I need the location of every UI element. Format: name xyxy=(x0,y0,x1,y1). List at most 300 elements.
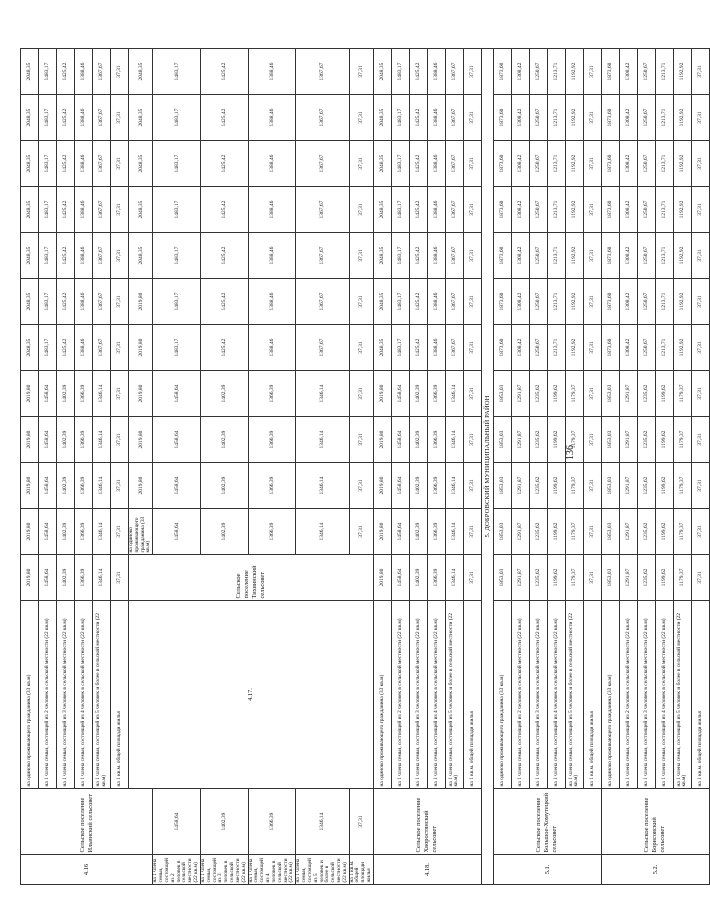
value-cell: 1458,64 xyxy=(391,371,409,417)
value-cell: 37,31 xyxy=(463,279,481,325)
row-label: на 1 члена семьи, состоящей из 5 человек и более в сельской местности (22 кв.м) xyxy=(296,855,349,885)
value-cell: 1366,39 xyxy=(427,371,445,417)
value-cell: 1179,37 xyxy=(673,463,691,509)
value-cell: 1346,14 xyxy=(445,371,463,417)
value-cell: 1192,92 xyxy=(673,325,691,371)
value-cell: 1425,42 xyxy=(200,141,248,187)
value-cell: 1192,92 xyxy=(673,187,691,233)
table-row xyxy=(129,49,153,885)
table-row xyxy=(39,49,57,885)
table-row xyxy=(57,49,75,885)
value-cell: 1179,37 xyxy=(565,417,583,463)
value-cell: 1367,67 xyxy=(445,325,463,371)
value-cell: 37,31 xyxy=(463,325,481,371)
value-cell: 1291,87 xyxy=(619,463,637,509)
value-cell: 37,31 xyxy=(111,95,129,141)
value-cell: 1291,87 xyxy=(619,371,637,417)
row-label: на одиноко проживающего гражданина (33 кв.м) xyxy=(129,509,153,555)
value-cell: 37,31 xyxy=(691,325,709,371)
value-cell: 37,31 xyxy=(691,371,709,417)
district-header-row xyxy=(481,49,493,885)
value-cell: 1367,67 xyxy=(93,141,111,187)
value-cell: 1367,67 xyxy=(296,49,349,95)
value-cell: 2048,35 xyxy=(373,325,391,371)
value-cell: 1388,46 xyxy=(75,95,93,141)
value-cell: 2048,35 xyxy=(129,187,153,233)
table-row xyxy=(637,49,655,885)
value-cell: 2019,80 xyxy=(129,279,153,325)
table-row xyxy=(691,49,709,885)
value-cell: 1346,14 xyxy=(93,509,111,555)
value-cell: 1388,46 xyxy=(75,141,93,187)
tariff-table-body xyxy=(21,49,710,885)
value-cell: 1388,46 xyxy=(248,141,296,187)
table-row xyxy=(111,49,129,885)
value-cell: 1388,46 xyxy=(427,187,445,233)
table-row xyxy=(75,49,93,885)
value-cell: 1425,42 xyxy=(200,325,248,371)
value-cell: 37,31 xyxy=(583,95,601,141)
value-cell: 1853,03 xyxy=(601,371,619,417)
value-cell: 37,31 xyxy=(349,95,373,141)
value-cell: 1388,46 xyxy=(75,279,93,325)
value-cell: 37,31 xyxy=(463,509,481,555)
value-cell: 1308,42 xyxy=(619,325,637,371)
settlement-name: Сельское поселение Большое-Хомутецкий сельсовет xyxy=(493,789,601,855)
value-cell: 1366,39 xyxy=(75,555,93,601)
value-cell: 1388,46 xyxy=(248,325,296,371)
value-cell: 37,31 xyxy=(111,555,129,601)
value-cell: 1483,17 xyxy=(391,279,409,325)
value-cell: 1402,39 xyxy=(200,371,248,417)
value-cell: 2048,35 xyxy=(129,233,153,279)
value-cell: 37,31 xyxy=(691,49,709,95)
value-cell: 1346,14 xyxy=(93,555,111,601)
table-row xyxy=(529,49,547,885)
value-cell: 1308,42 xyxy=(511,141,529,187)
value-cell: 1199,62 xyxy=(547,463,565,509)
row-label: на 1 кв.м. общей площади жилья xyxy=(463,601,481,789)
value-cell: 1402,39 xyxy=(200,417,248,463)
value-cell: 1483,17 xyxy=(39,325,57,371)
value-cell: 1308,42 xyxy=(511,95,529,141)
value-cell: 1873,60 xyxy=(493,141,511,187)
value-cell: 1388,46 xyxy=(427,279,445,325)
value-cell: 2019,80 xyxy=(373,417,391,463)
value-cell: 1192,92 xyxy=(673,49,691,95)
value-cell: 1213,71 xyxy=(655,141,673,187)
table-row xyxy=(427,49,445,885)
value-cell: 1213,71 xyxy=(547,95,565,141)
value-cell: 2048,35 xyxy=(21,279,39,325)
value-cell: 2019,80 xyxy=(373,463,391,509)
value-cell: 1402,39 xyxy=(57,371,75,417)
value-cell: 2048,35 xyxy=(373,141,391,187)
row-label: на одиноко проживающего гражданина (33 кв.м) xyxy=(373,601,391,789)
district-title: 5. ДОБРОВСКИЙ МУНИЦИПАЛЬНЫЙ РАЙОН xyxy=(481,49,493,885)
value-cell: 2048,35 xyxy=(21,233,39,279)
value-cell: 37,31 xyxy=(463,371,481,417)
value-cell: 1213,71 xyxy=(547,49,565,95)
value-cell: 1308,42 xyxy=(619,141,637,187)
value-cell: 1388,46 xyxy=(427,141,445,187)
row-label: на 1 члена семьи, состоящей из 4 человек в сельской местности (22 кв.м) xyxy=(75,601,93,789)
table-row xyxy=(511,49,529,885)
value-cell: 1402,39 xyxy=(409,463,427,509)
value-cell: 1458,64 xyxy=(39,555,57,601)
value-cell: 2048,35 xyxy=(129,95,153,141)
value-cell: 2048,35 xyxy=(373,49,391,95)
value-cell: 37,31 xyxy=(349,509,373,555)
value-cell: 1308,42 xyxy=(619,233,637,279)
value-cell: 1873,60 xyxy=(493,233,511,279)
value-cell: 1179,37 xyxy=(673,509,691,555)
value-cell: 37,31 xyxy=(583,555,601,601)
value-cell: 1853,03 xyxy=(601,417,619,463)
value-cell: 1458,64 xyxy=(153,463,201,509)
table-row xyxy=(21,49,39,885)
value-cell: 1366,39 xyxy=(75,509,93,555)
table-row xyxy=(445,49,463,885)
value-cell: 1291,87 xyxy=(511,417,529,463)
value-cell: 1235,62 xyxy=(637,555,655,601)
value-cell: 1308,42 xyxy=(511,325,529,371)
value-cell: 1483,17 xyxy=(391,95,409,141)
value-cell: 1873,60 xyxy=(601,95,619,141)
value-cell: 1366,39 xyxy=(248,417,296,463)
value-cell: 1291,87 xyxy=(619,417,637,463)
value-cell: 1192,92 xyxy=(565,187,583,233)
value-cell: 1235,62 xyxy=(637,417,655,463)
value-cell: 1873,60 xyxy=(493,187,511,233)
value-cell: 1235,62 xyxy=(637,463,655,509)
value-cell: 1367,67 xyxy=(445,141,463,187)
value-cell: 1425,42 xyxy=(409,95,427,141)
value-cell: 1458,64 xyxy=(153,371,201,417)
value-cell: 1308,42 xyxy=(619,279,637,325)
row-label: на 1 члена семьи, состоящей из 3 человек в сельской местности (22 кв.м) xyxy=(409,601,427,789)
value-cell: 1367,67 xyxy=(445,279,463,325)
row-label: на 1 кв.м. общей площади жилья xyxy=(111,601,129,789)
value-cell: 1367,67 xyxy=(296,141,349,187)
value-cell: 1425,42 xyxy=(57,141,75,187)
table-row xyxy=(463,49,481,885)
value-cell: 1388,46 xyxy=(75,325,93,371)
value-cell: 37,31 xyxy=(691,141,709,187)
value-cell: 37,31 xyxy=(691,95,709,141)
value-cell: 1346,14 xyxy=(296,789,349,855)
value-cell: 1458,64 xyxy=(39,463,57,509)
value-cell: 37,31 xyxy=(349,141,373,187)
value-cell: 1873,60 xyxy=(493,325,511,371)
value-cell: 2048,35 xyxy=(129,49,153,95)
row-label: на 1 кв.м. общей площади жилья xyxy=(583,601,601,789)
value-cell: 1291,87 xyxy=(511,555,529,601)
value-cell: 1366,39 xyxy=(75,371,93,417)
table-row xyxy=(493,49,511,885)
value-cell: 1308,42 xyxy=(511,49,529,95)
value-cell: 1483,17 xyxy=(391,187,409,233)
group-number: 4.17. xyxy=(129,601,374,789)
value-cell: 1853,03 xyxy=(493,371,511,417)
row-label: на одиноко проживающего гражданина (33 кв.м) xyxy=(601,601,619,789)
value-cell: 37,31 xyxy=(111,279,129,325)
value-cell: 1192,92 xyxy=(673,279,691,325)
value-cell: 1250,67 xyxy=(529,187,547,233)
value-cell: 1853,03 xyxy=(493,509,511,555)
value-cell: 1346,14 xyxy=(93,371,111,417)
value-cell: 1192,92 xyxy=(565,279,583,325)
value-cell: 1199,62 xyxy=(547,417,565,463)
row-label: на 1 члена семьи, состоящей из 2 человек в сельской местности (22 кв.м) xyxy=(619,601,637,789)
value-cell: 1458,64 xyxy=(391,417,409,463)
value-cell: 1425,42 xyxy=(409,279,427,325)
value-cell: 1873,60 xyxy=(493,95,511,141)
value-cell: 37,31 xyxy=(463,187,481,233)
value-cell: 37,31 xyxy=(583,417,601,463)
value-cell: 1425,42 xyxy=(409,141,427,187)
value-cell: 1425,42 xyxy=(200,187,248,233)
value-cell: 37,31 xyxy=(463,49,481,95)
value-cell: 1853,03 xyxy=(601,509,619,555)
value-cell: 1250,67 xyxy=(637,141,655,187)
value-cell: 1346,14 xyxy=(296,371,349,417)
value-cell: 1213,71 xyxy=(547,233,565,279)
value-cell: 2019,80 xyxy=(129,371,153,417)
value-cell: 1388,46 xyxy=(75,233,93,279)
value-cell: 1213,71 xyxy=(547,141,565,187)
value-cell: 1346,14 xyxy=(93,417,111,463)
value-cell: 1873,60 xyxy=(601,141,619,187)
value-cell: 37,31 xyxy=(463,417,481,463)
value-cell: 1388,46 xyxy=(75,187,93,233)
value-cell: 1366,39 xyxy=(427,463,445,509)
value-cell: 1250,67 xyxy=(529,325,547,371)
value-cell: 1458,64 xyxy=(391,463,409,509)
value-cell: 2048,35 xyxy=(21,95,39,141)
value-cell: 1346,14 xyxy=(445,463,463,509)
value-cell: 1235,62 xyxy=(529,509,547,555)
value-cell: 37,31 xyxy=(111,509,129,555)
group-number: 4.18. xyxy=(373,855,481,885)
value-cell: 1367,67 xyxy=(445,233,463,279)
value-cell: 37,31 xyxy=(111,463,129,509)
value-cell: 1367,67 xyxy=(445,95,463,141)
value-cell: 2019,80 xyxy=(129,417,153,463)
value-cell: 1199,62 xyxy=(655,555,673,601)
value-cell: 1199,62 xyxy=(547,555,565,601)
value-cell: 1388,46 xyxy=(427,49,445,95)
value-cell: 1873,60 xyxy=(601,279,619,325)
value-cell: 37,31 xyxy=(463,555,481,601)
row-label: на 1 кв.м. общей площади жилья xyxy=(349,855,373,885)
value-cell: 1366,39 xyxy=(248,463,296,509)
value-cell: 1402,39 xyxy=(409,509,427,555)
value-cell: 1235,62 xyxy=(637,371,655,417)
value-cell: 37,31 xyxy=(349,789,373,855)
value-cell: 1873,60 xyxy=(601,233,619,279)
value-cell: 1425,42 xyxy=(200,233,248,279)
value-cell: 1213,71 xyxy=(547,325,565,371)
value-cell: 37,31 xyxy=(349,325,373,371)
value-cell: 1250,67 xyxy=(529,49,547,95)
value-cell: 1192,92 xyxy=(565,95,583,141)
value-cell: 37,31 xyxy=(111,233,129,279)
value-cell: 1458,64 xyxy=(39,509,57,555)
value-cell: 37,31 xyxy=(691,233,709,279)
row-label: на 1 члена семьи, состоящей из 5 человек и более в сельской местности (22 кв.м) xyxy=(445,601,463,789)
value-cell: 1367,67 xyxy=(93,49,111,95)
value-cell: 1346,14 xyxy=(296,463,349,509)
row-label: на 1 члена семьи, состоящей из 3 человек в сельской местности (22 кв.м) xyxy=(637,601,655,789)
value-cell: 1366,39 xyxy=(248,509,296,555)
table-row xyxy=(391,49,409,885)
value-cell: 1483,17 xyxy=(39,141,57,187)
value-cell: 1402,39 xyxy=(57,417,75,463)
value-cell: 2048,35 xyxy=(21,325,39,371)
rotated-table-wrapper xyxy=(20,49,704,885)
value-cell: 37,31 xyxy=(583,371,601,417)
value-cell: 37,31 xyxy=(691,463,709,509)
row-label: на 1 члена семьи, состоящей из 5 человек и более в сельской местности (22 кв.м) xyxy=(93,601,111,789)
value-cell: 1192,92 xyxy=(673,95,691,141)
value-cell: 1308,42 xyxy=(619,95,637,141)
value-cell: 1192,92 xyxy=(565,233,583,279)
value-cell: 1367,67 xyxy=(445,187,463,233)
value-cell: 1291,87 xyxy=(619,509,637,555)
value-cell: 1366,39 xyxy=(427,509,445,555)
value-cell: 1483,17 xyxy=(153,95,201,141)
value-cell: 37,31 xyxy=(111,325,129,371)
row-label: на 1 кв.м. общей площади жилья xyxy=(691,601,709,789)
value-cell: 1425,42 xyxy=(57,49,75,95)
row-label: на одиноко проживающего гражданина (33 кв.м) xyxy=(493,601,511,789)
value-cell: 1402,39 xyxy=(409,371,427,417)
value-cell: 1213,71 xyxy=(655,325,673,371)
value-cell: 37,31 xyxy=(691,187,709,233)
value-cell: 1873,60 xyxy=(601,49,619,95)
value-cell: 2048,35 xyxy=(21,49,39,95)
value-cell: 1235,62 xyxy=(529,555,547,601)
value-cell: 1250,67 xyxy=(637,49,655,95)
value-cell: 2019,80 xyxy=(373,509,391,555)
settlement-name: Сельское поселение Ильинский сельсовет xyxy=(21,789,153,855)
value-cell: 1402,39 xyxy=(200,789,248,855)
value-cell: 1235,62 xyxy=(529,417,547,463)
value-cell: 1873,60 xyxy=(493,49,511,95)
value-cell: 1873,60 xyxy=(601,325,619,371)
value-cell: 1192,92 xyxy=(673,233,691,279)
row-label: на 1 члена семьи, состоящей из 5 человек и более в сельской местности (22 кв.м) xyxy=(565,601,583,789)
value-cell: 1402,39 xyxy=(200,463,248,509)
value-cell: 1366,39 xyxy=(248,789,296,855)
value-cell: 2048,35 xyxy=(373,95,391,141)
value-cell: 1367,67 xyxy=(93,187,111,233)
value-cell: 1250,67 xyxy=(529,233,547,279)
value-cell: 1291,87 xyxy=(511,463,529,509)
table-row xyxy=(601,49,619,885)
value-cell: 2019,80 xyxy=(129,463,153,509)
value-cell: 1250,67 xyxy=(637,233,655,279)
settlement-name: Сельское поселение Тихвинский сельсовет xyxy=(129,555,374,601)
value-cell: 1367,67 xyxy=(93,279,111,325)
value-cell: 37,31 xyxy=(111,141,129,187)
value-cell: 1483,17 xyxy=(153,279,201,325)
value-cell: 1366,39 xyxy=(427,417,445,463)
value-cell: 1179,37 xyxy=(673,371,691,417)
value-cell: 1235,62 xyxy=(529,371,547,417)
value-cell: 2048,35 xyxy=(21,141,39,187)
value-cell: 1388,46 xyxy=(248,187,296,233)
value-cell: 1483,17 xyxy=(153,49,201,95)
value-cell: 1458,64 xyxy=(391,509,409,555)
value-cell: 37,31 xyxy=(349,417,373,463)
value-cell: 1483,17 xyxy=(153,141,201,187)
row-label: на 1 члена семьи, состоящей из 3 человек в сельской местности (22 кв.м) xyxy=(200,855,248,885)
value-cell: 37,31 xyxy=(349,233,373,279)
value-cell: 1179,37 xyxy=(673,555,691,601)
value-cell: 37,31 xyxy=(691,279,709,325)
value-cell: 1192,92 xyxy=(565,49,583,95)
value-cell: 1308,42 xyxy=(619,49,637,95)
value-cell: 1367,67 xyxy=(93,325,111,371)
value-cell: 1853,03 xyxy=(601,463,619,509)
value-cell: 37,31 xyxy=(349,463,373,509)
value-cell: 1425,42 xyxy=(57,187,75,233)
value-cell: 1192,92 xyxy=(673,141,691,187)
value-cell: 1366,39 xyxy=(248,371,296,417)
value-cell: 1367,67 xyxy=(296,233,349,279)
row-label: на 1 члена семьи, состоящей из 3 человек в сельской местности (22 кв.м) xyxy=(529,601,547,789)
value-cell: 1425,42 xyxy=(57,325,75,371)
value-cell: 1213,71 xyxy=(655,279,673,325)
value-cell: 1367,67 xyxy=(93,233,111,279)
value-cell: 1308,42 xyxy=(511,187,529,233)
row-label: на 1 члена семьи, состоящей из 2 человек в сельской местности (22 кв.м) xyxy=(391,601,409,789)
table-row xyxy=(583,49,601,885)
value-cell: 37,31 xyxy=(463,95,481,141)
tariff-table xyxy=(20,48,710,885)
value-cell: 1483,17 xyxy=(39,187,57,233)
value-cell: 37,31 xyxy=(583,325,601,371)
value-cell: 1873,60 xyxy=(601,187,619,233)
row-label: на 1 члена семьи, состоящей из 3 человек в сельской местности (22 кв.м) xyxy=(57,601,75,789)
value-cell: 1366,39 xyxy=(75,463,93,509)
row-label: на 1 члена семьи, состоящей из 4 человек в сельской местности (22 кв.м) xyxy=(547,601,565,789)
value-cell: 1308,42 xyxy=(511,279,529,325)
value-cell: 2019,80 xyxy=(373,371,391,417)
value-cell: 1853,03 xyxy=(601,555,619,601)
value-cell: 2019,80 xyxy=(21,417,39,463)
value-cell: 37,31 xyxy=(111,49,129,95)
value-cell: 1250,67 xyxy=(529,141,547,187)
table-row xyxy=(373,49,391,885)
value-cell: 37,31 xyxy=(463,233,481,279)
value-cell: 1179,37 xyxy=(565,463,583,509)
settlement-name: Сельское поселение Борисовский сельсовет xyxy=(601,789,709,855)
value-cell: 1367,67 xyxy=(296,279,349,325)
settlement-name: Сельское поселение Хворостянский сельсовет xyxy=(373,789,481,855)
value-cell: 1483,17 xyxy=(391,141,409,187)
value-cell: 2048,35 xyxy=(373,233,391,279)
value-cell: 2019,80 xyxy=(129,325,153,371)
value-cell: 1367,67 xyxy=(445,49,463,95)
value-cell: 1346,14 xyxy=(93,463,111,509)
group-number: 4.16 xyxy=(21,855,153,885)
value-cell: 2048,35 xyxy=(373,279,391,325)
value-cell: 37,31 xyxy=(349,49,373,95)
value-cell: 1425,42 xyxy=(200,49,248,95)
